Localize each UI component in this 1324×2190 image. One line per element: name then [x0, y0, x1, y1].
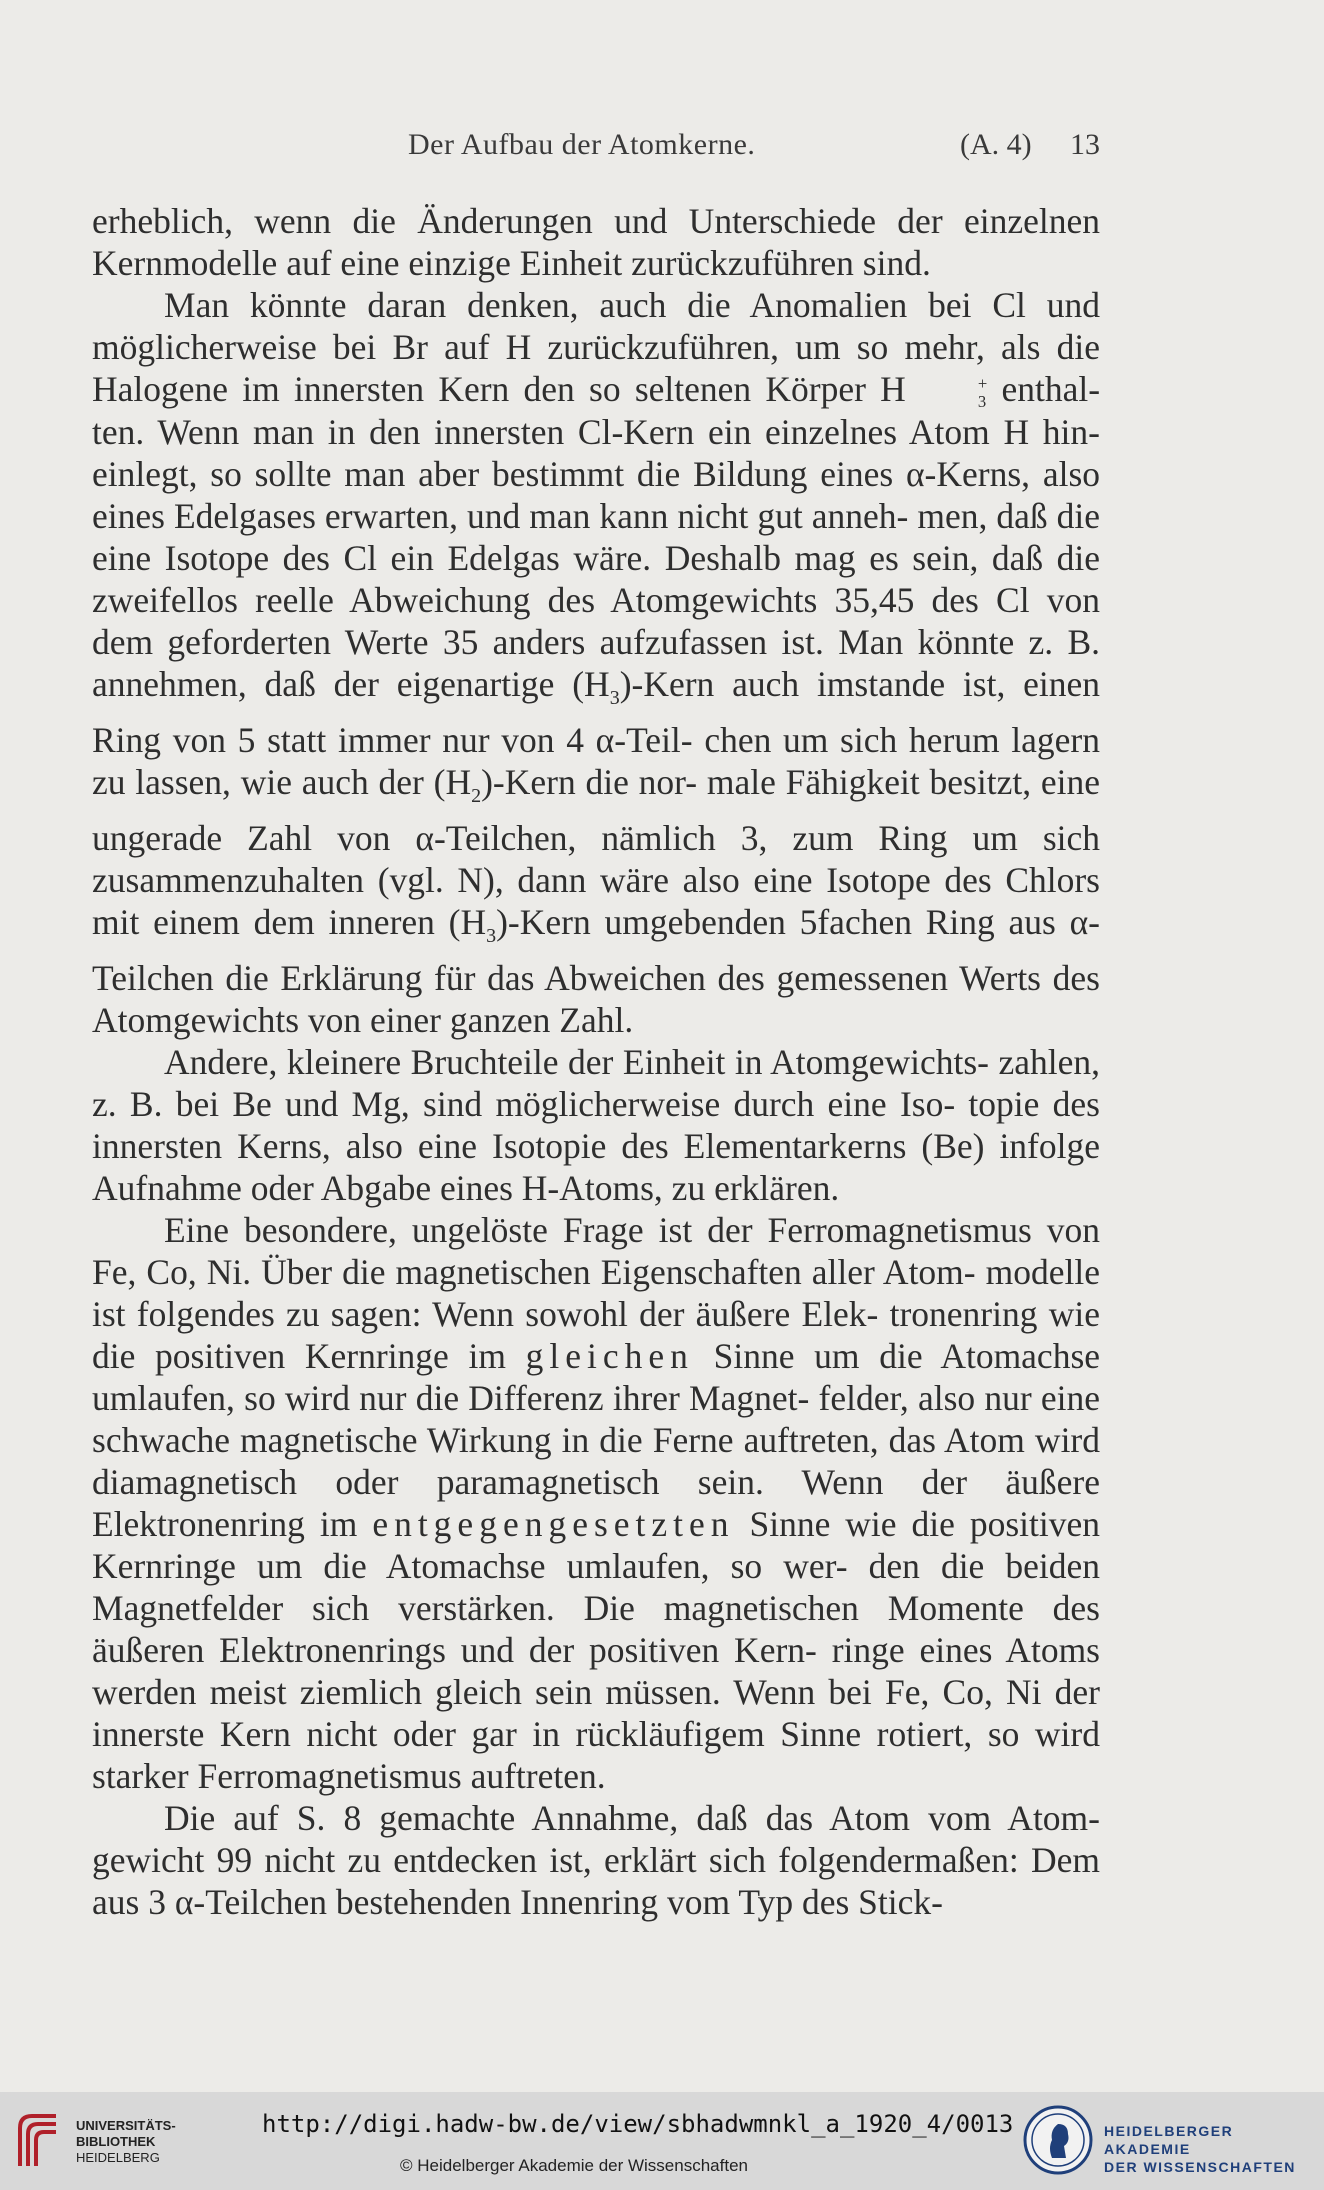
text-line: gemessenen Werts des Atomgewichts von einer ganzen Zahl. — [92, 958, 1100, 1041]
text-line: Sinne — [749, 1504, 831, 1545]
university-library-name — [76, 2118, 176, 2166]
text-line: Isotope des Chlors mit einem dem inneren (H — [92, 860, 1100, 943]
text-line: )-Kern umgebenden — [496, 902, 786, 943]
academy-line: DER WISSENSCHAFTEN — [1104, 2159, 1296, 2175]
page-number: 13 — [1070, 128, 1100, 161]
formula-subscript: 3 — [609, 686, 620, 709]
university-library-logo-icon — [12, 2106, 64, 2176]
body-text — [92, 200, 1100, 1923]
text-line: enthal- — [1001, 369, 1101, 409]
text-line: Andere, kleinere Bruchteile der Einheit in Atomgewichts- — [164, 1042, 989, 1083]
text-line: bei Fe, Co, Ni der innerste Kern nicht oder gar in rückläufigem — [92, 1672, 1100, 1755]
text-line: ringe eines Atoms werden meist ziemlich gleich sein müssen. Wenn — [92, 1630, 1100, 1713]
paragraph-4 — [92, 1209, 1100, 1797]
running-header — [92, 128, 1100, 168]
text-line: die Atomachse umlaufen, so wird nur die Differenz ihrer Magnet- — [92, 1336, 1101, 1419]
formula-superscript: + — [977, 373, 988, 393]
emphasized-text: entgegengesetzten — [372, 1504, 735, 1545]
text-line: zahlen, z. B. bei Be und Mg, sind möglicherweise durch eine Iso- — [92, 1042, 1100, 1125]
formula-subscript: 3 — [977, 391, 987, 411]
text-line: (Be) infolge Aufnahme oder Abgabe eines H-Atoms, zu erklären. — [92, 1126, 1100, 1209]
text-line: Sinne rotiert, so wird starker Ferromagnetismus auftreten. — [92, 1714, 1100, 1797]
paragraph-2 — [92, 284, 1100, 1041]
text-line: male Fähigkeit besitzt, eine ungerade Zahl von α-Teilchen, nämlich 3, — [92, 761, 1100, 859]
paragraph-5 — [92, 1797, 1100, 1923]
text-line: zum Ring um sich zusammenzuhalten (vgl. N), dann wäre also eine — [92, 818, 1101, 901]
formula-subscript: 2 — [471, 785, 482, 808]
emphasized-text: gleichen — [525, 1336, 694, 1377]
formula-subscript: 3 — [486, 925, 497, 948]
academy-name — [1104, 2122, 1324, 2176]
text-line: Halogene im innersten Kern den so seltenen Körper — [92, 369, 866, 409]
formula-h3-plus — [880, 369, 987, 409]
text-line: topie des innersten Kerns, also eine Isotopie des Elementarkerns — [92, 1084, 1100, 1167]
text-line: )-Kern — [619, 663, 715, 704]
text-line: also eines Edelgases erwarten, und man kann nicht gut anneh- — [92, 453, 1101, 536]
text-line: Man könnte daran denken, auch die Anomalien bei Cl und — [164, 285, 1100, 325]
text-line: Kernmodelle auf eine einzige Einheit zurückzuführen sind. — [92, 243, 931, 283]
paragraph-3 — [92, 1041, 1100, 1209]
text-line: modelle ist folgendes zu sagen: Wenn sowohl der äußere Elek- — [92, 1252, 1101, 1335]
copyright-notice: © Heidelberger Akademie der Wissenschaften — [400, 2156, 748, 2175]
formula-base: H — [880, 369, 906, 409]
text-line: men, daß die eine Isotope des Cl ein Edelgas wäre. Deshalb mag — [92, 495, 1100, 578]
text-line: chen um sich herum lagern zu lassen, wie auch der (H — [92, 719, 1101, 802]
text-line: tronenring wie die positiven Kernringe im — [92, 1294, 1100, 1377]
text-line: felder, also nur eine schwache magnetische Wirkung in die Ferne — [92, 1378, 1101, 1461]
text-line: Die auf S. 8 gemachte Annahme, daß das Atom vom Atom- — [164, 1798, 1100, 1839]
text-line: auftreten, das Atom wird diamagnetisch oder paramagnetisch sein. — [92, 1420, 1100, 1503]
text-line: 5fachen Ring aus α-Teilchen die Erklärung für das Abweichen des — [92, 902, 1100, 999]
text-line: wie die positiven Kernringe um die Atomachse umlaufen, so wer- — [92, 1504, 1100, 1587]
text-line: von Fe, Co, Ni. Über die magnetischen Eigenschaften aller Atom- — [92, 1210, 1101, 1293]
text-line: ist. Man könnte z. B. annehmen, daß der eigenartige (H — [92, 621, 1101, 704]
text-line: einlegt, so sollte man aber bestimmt die Bildung eines α-Kerns, — [92, 453, 1031, 494]
text-line: Wenn der äußere Elektronenring im — [92, 1462, 1101, 1545]
text-line: 35,45 des Cl von dem geforderten Werte 35 anders aufzufassen — [92, 579, 1100, 662]
text-line: ten. Wenn man in den innersten Cl-Kern ein einzelnes Atom H hin- — [92, 411, 1100, 452]
paragraph-1 — [92, 200, 1100, 284]
text-line: )-Kern die nor- — [481, 761, 698, 802]
text-line: Eine besondere, ungelöste Frage ist der Ferromagnetismus — [164, 1210, 1032, 1251]
academy-seal-icon — [1022, 2104, 1094, 2176]
text-line: Momente des äußeren Elektronenrings und der positiven Kern- — [92, 1588, 1100, 1671]
text-line: Dem aus 3 α-Teilchen bestehenden Innenring vom Typ des Stick- — [92, 1840, 1101, 1923]
text-line: Sinne um — [713, 1336, 860, 1377]
library-line: HEIDELBERG — [76, 2150, 160, 2165]
text-line: möglicherweise bei Br auf H zurückzuführen, um so mehr, als die — [92, 327, 1100, 367]
library-line: UNIVERSITÄTS- — [76, 2118, 176, 2133]
text-line: den die beiden Magnetfelder sich verstärken. Die magnetischen — [92, 1546, 1100, 1629]
viewer-footer — [0, 2092, 1324, 2190]
library-line: BIBLIOTHEK — [76, 2134, 156, 2149]
text-line: erheblich, wenn die Änderungen und Unterschiede der einzelnen — [92, 201, 1100, 241]
header-section: (A. 4) — [960, 128, 1032, 161]
text-line: es sein, daß die zweifellos reelle Abweichung des Atomgewichts — [92, 537, 1100, 620]
academy-line: HEIDELBERGER AKADEMIE — [1104, 2123, 1234, 2157]
text-line: gewicht 99 nicht zu entdecken ist, erklärt sich folgendermaßen: — [92, 1840, 1019, 1881]
header-title: Der Aufbau der Atomkerne. — [408, 128, 756, 161]
permalink-url[interactable]: http://digi.hadw-bw.de/view/sbhadwmnkl_a_1920_4/0013 — [262, 2110, 1014, 2138]
text-line: auch imstande ist, einen Ring von 5 statt immer nur von 4 α-Teil- — [92, 663, 1101, 760]
